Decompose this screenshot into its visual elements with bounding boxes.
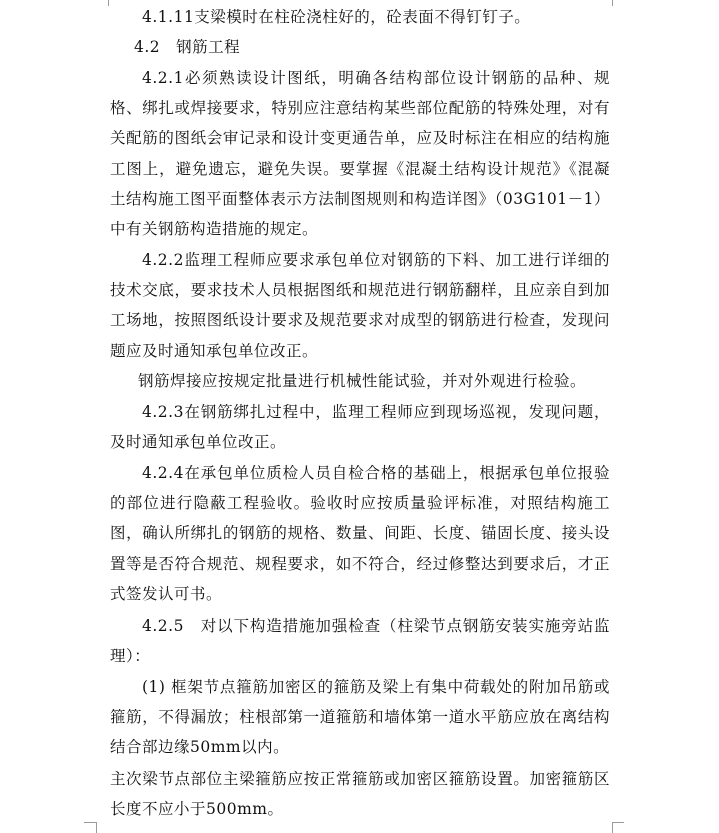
paragraph-beam-stirrups: 主次梁节点部位主梁箍筋应按正常箍筋或加密区箍筋设置。加密箍筋区长度不应小于500mm。: [110, 770, 610, 819]
page-corner-mark: [612, 822, 624, 833]
page-corner-mark: [84, 822, 96, 833]
paragraph-4-2-1: 4.2.1必须熟读设计图纸，明确各结构部位设计钢筋的品种、规格、绑扎或焊接要求，特别应注意结构某些部位配筋的特殊处理，对有关配筋的图纸会审记录和设计变更通告单，应及时标注在相应的结构施工图上，避免遗忘，避免失误。要掌握《混凝土结构设计规范》《混凝土结构施工图平面整体表示方法制图规则和构造详图》（03G101－1）中有关钢筋构造措施的规定。: [110, 69, 610, 239]
paragraph-welding-test: 钢筋焊接应按规定批量进行机械性能试验，并对外观进行检验。: [138, 372, 587, 390]
page-corner-mark: [96, 0, 109, 6]
paragraph-4-2-2: 4.2.2监理工程师应要求承包单位对钢筋的下料、加工进行详细的技术交底，要求技术人员根据图纸和规范进行钢筋翻样，且应亲自到加工场地，按照图纸设计要求及规范要求对成型的钢筋进行检查，发现问题应及时通知承包单位改正。: [110, 251, 610, 360]
paragraph-4-2-3: 4.2.3在钢筋绑扎过程中，监理工程师应到现场巡视，发现问题，及时通知承包单位改正。: [110, 403, 610, 452]
paragraph-4-2-5: 4.2.5 对以下构造措施加强检查（柱梁节点钢筋安装实施旁站监理）：: [110, 617, 610, 666]
section-heading-4-2: 4.2 钢筋工程: [134, 38, 241, 56]
page-corner-mark: [612, 0, 625, 6]
paragraph-item-1: (1) 框架节点箍筋加密区的箍筋及梁上有集中荷载处的附加吊筋或箍筋，不得漏放；柱根部第一道箍筋和墙体第一道水平筋应放在离结构结合部边缘50mm以内。: [110, 678, 610, 757]
paragraph-4-1-11: 4.1.11支梁模时在柱砼浇柱好的，砼表面不得钉钉子。: [142, 8, 531, 26]
paragraph-4-2-4: 4.2.4在承包单位质检人员自检合格的基础上，根据承包单位报验的部位进行隐蔽工程验收。验收时应按质量验评标准，对照结构施工图，确认所绑扎的钢筋的规格、数量、间距、长度、锚固长度、接头设置等是否符合规范、规程要求，如不符合，经过修整达到要求后，才正式签发认可书。: [110, 464, 610, 603]
